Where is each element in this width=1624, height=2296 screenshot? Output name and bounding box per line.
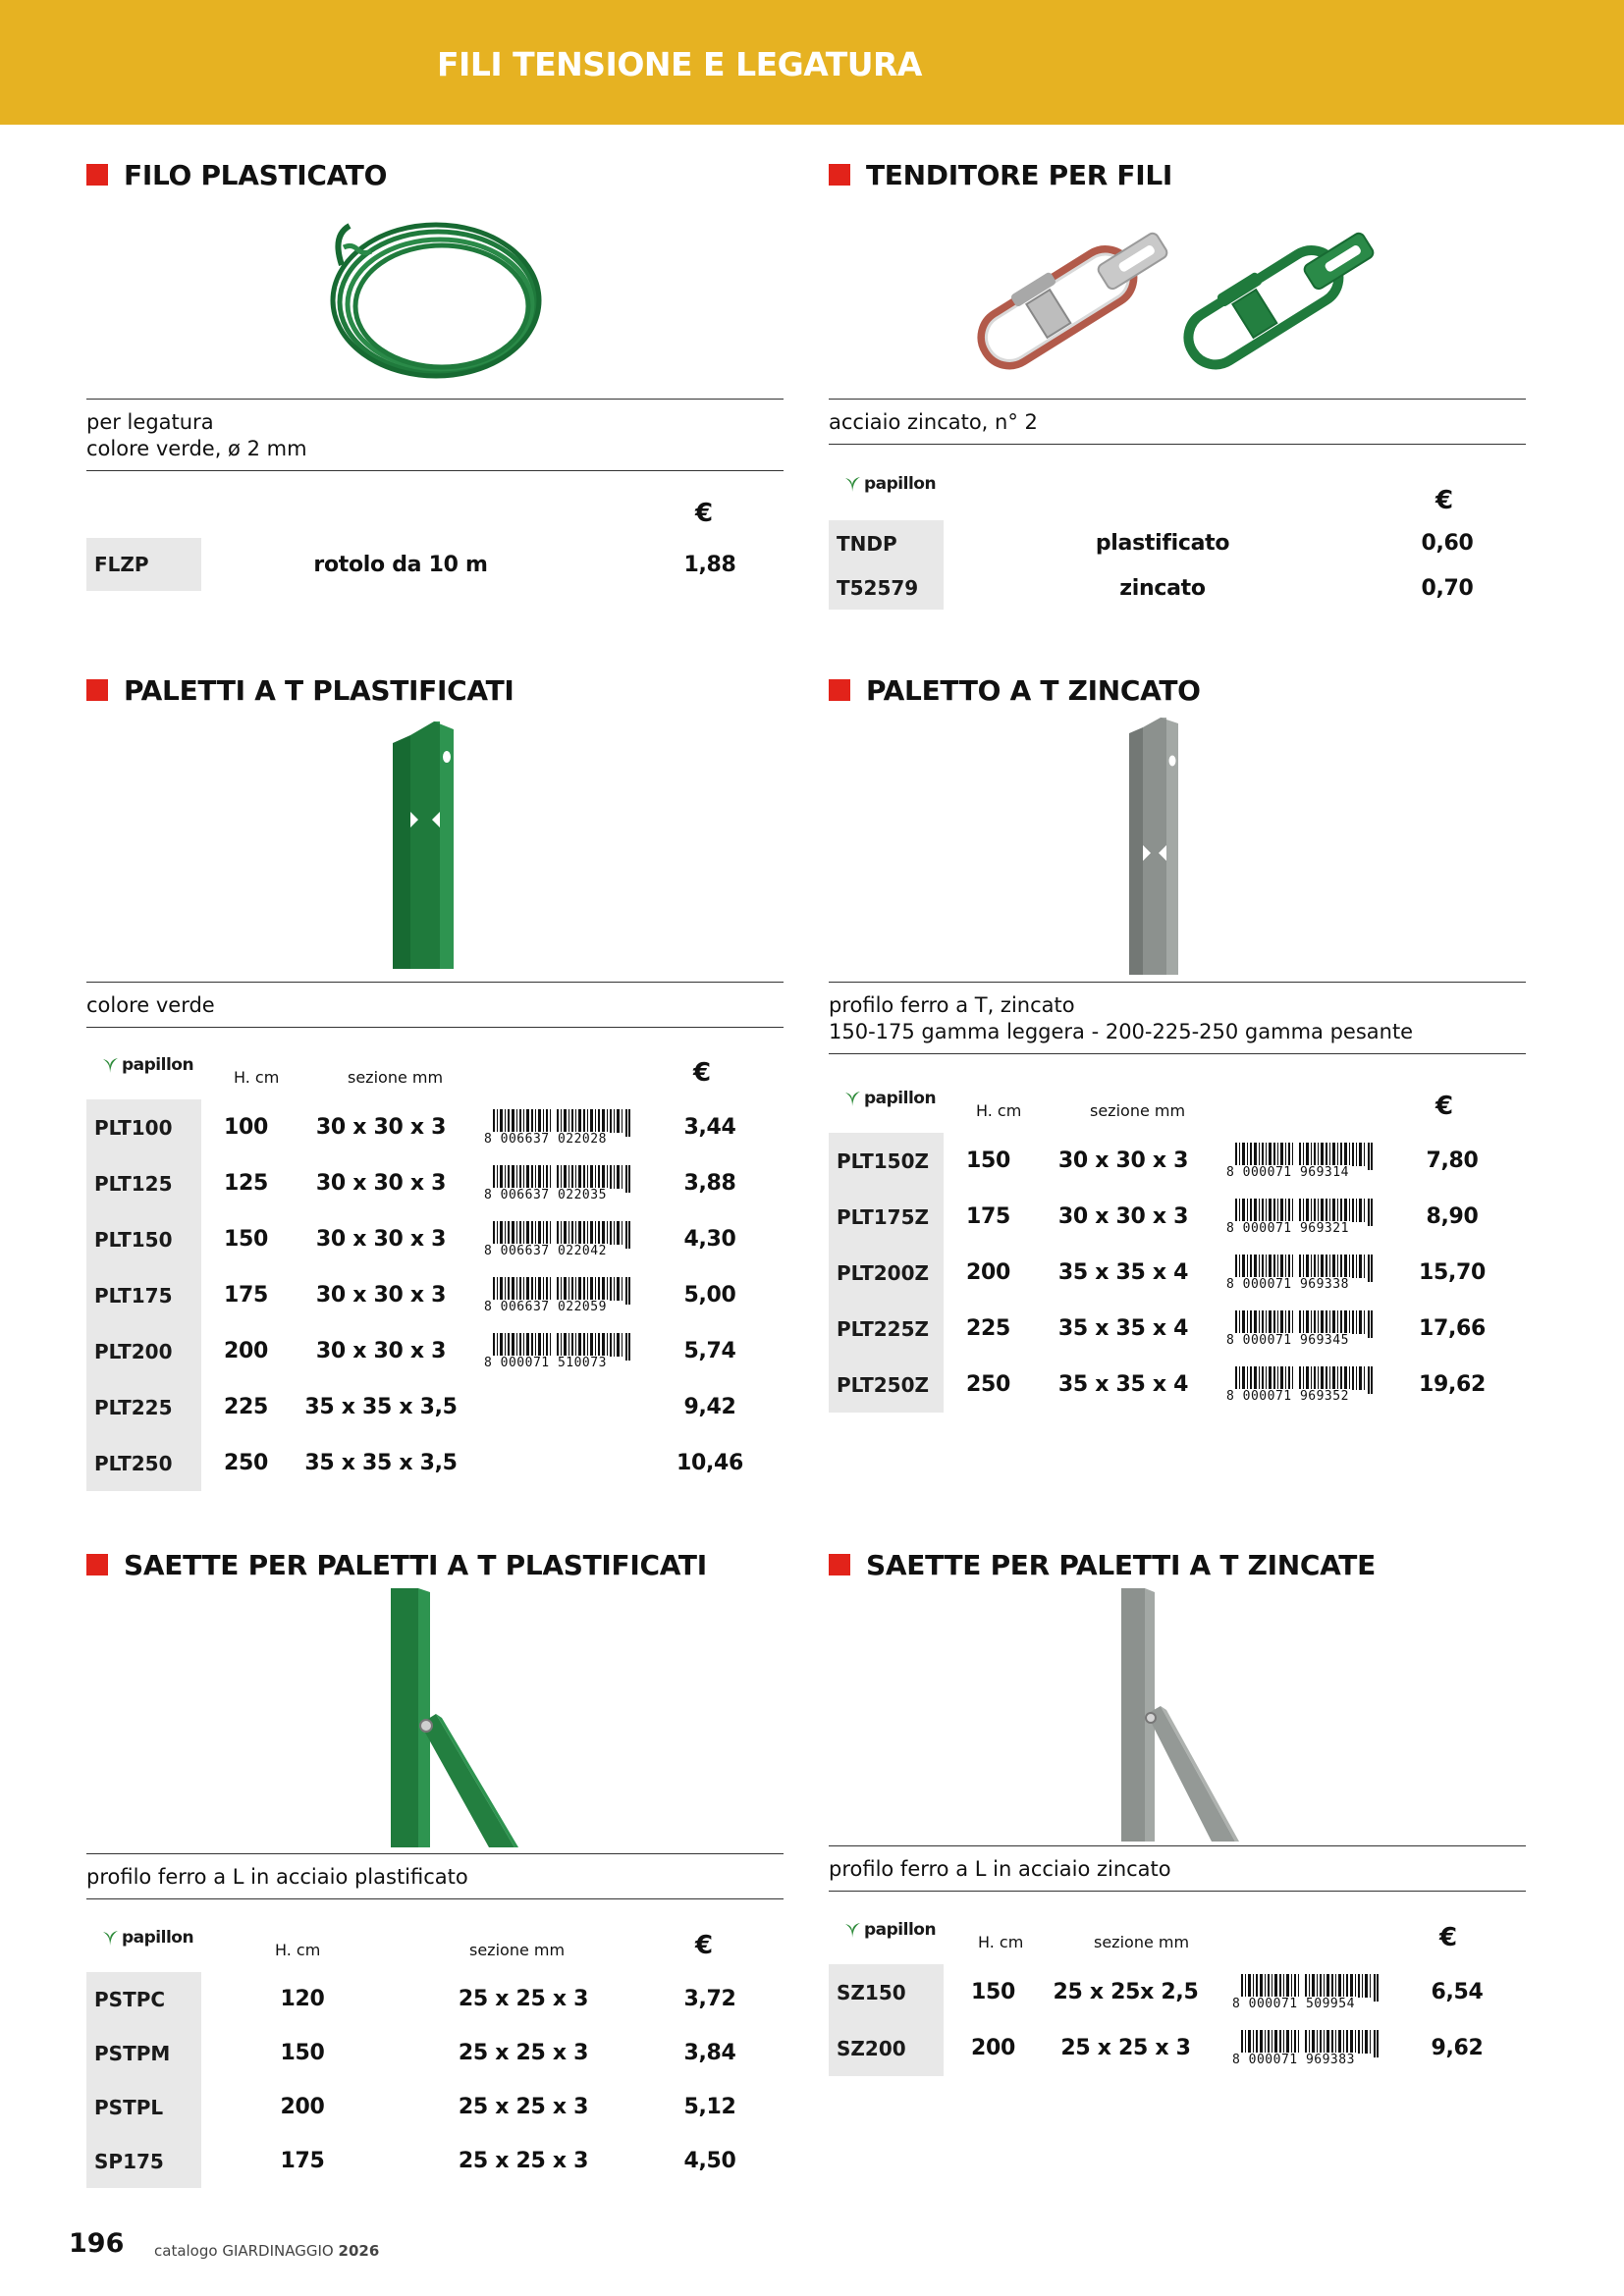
table-row [829, 1357, 1526, 1413]
product-price: 3,88 [683, 1171, 736, 1196]
product-price: 7,80 [1426, 1148, 1479, 1173]
product-section: 30 x 30 x 3 [315, 1227, 447, 1252]
product-code: PLT200 [86, 1323, 201, 1379]
red-square-icon [86, 164, 108, 186]
table-row [86, 1211, 784, 1267]
product-section: 35 x 35 x 3,5 [304, 1451, 458, 1475]
product-height: 150 [280, 2041, 325, 2065]
product-height: 120 [280, 1987, 325, 2011]
product-description: per legatura colore verde, ø 2 mm [86, 399, 784, 471]
product-height: 200 [223, 1339, 269, 1363]
product-description: colore verde [86, 982, 784, 1028]
table-row [829, 1189, 1526, 1245]
section-title: SAETTE PER PALETTI A T PLASTIFICATI [86, 1545, 707, 1584]
product-description: profilo ferro a L in acciaio plastificato [86, 1853, 784, 1899]
product-price: 17,66 [1418, 1316, 1487, 1341]
product-section: 25 x 25 x 3 [458, 2095, 589, 2119]
product-price: 6,54 [1431, 1980, 1484, 2004]
product-code: PLT200Z [829, 1245, 944, 1301]
table-row [829, 1301, 1526, 1357]
product-code: PLT125 [86, 1155, 201, 1211]
product-section: 30 x 30 x 3 [315, 1115, 447, 1140]
section-tenditore [829, 155, 1526, 616]
product-section: 35 x 35 x 4 [1057, 1316, 1189, 1341]
product-section: 35 x 35 x 4 [1057, 1260, 1189, 1285]
product-price: 8,90 [1426, 1204, 1479, 1229]
product-code: PLT150Z [829, 1133, 944, 1189]
product-height: 125 [223, 1171, 269, 1196]
product-height: 150 [223, 1227, 269, 1252]
product-description: profilo ferro a T, zincato 150-175 gamma leggera - 200-225-250 gamma pesante [829, 982, 1526, 1054]
height-header: H. cm [234, 1068, 280, 1087]
product-code: PLT250Z [829, 1357, 944, 1413]
table-row [829, 520, 1526, 566]
product-code: TNDP [829, 520, 944, 566]
product-code: PLT250 [86, 1435, 201, 1491]
barcode: 8 000071 969352 [1225, 1366, 1373, 1406]
product-code: SZ200 [829, 2020, 944, 2076]
table-row [86, 1155, 784, 1211]
product-price: 3,84 [683, 2041, 736, 2065]
euro-header: € [1435, 486, 1454, 515]
product-price: 15,70 [1418, 1260, 1487, 1285]
section-saette-plastificati [86, 1545, 784, 2193]
product-code: PLT150 [86, 1211, 201, 1267]
euro-header: € [695, 499, 714, 528]
table-row [829, 566, 1526, 610]
product-price: 9,62 [1431, 2036, 1484, 2060]
barcode: 8 000071 969338 [1225, 1255, 1373, 1294]
product-description: acciaio zincato, n° 2 [829, 399, 1526, 445]
brand-logo: papillon [100, 1055, 193, 1075]
table-row [829, 1133, 1526, 1189]
height-header: H. cm [976, 1101, 1022, 1120]
product-section: 35 x 35 x 3,5 [304, 1395, 458, 1419]
product-code: SP175 [86, 2134, 201, 2188]
product-section: 25 x 25 x 3 [1060, 2036, 1191, 2060]
section-paletto-zincato [829, 670, 1526, 1436]
red-square-icon [829, 1554, 850, 1575]
product-height: 150 [970, 1980, 1016, 2004]
product-code: PLT175 [86, 1267, 201, 1323]
product-height: 175 [280, 2149, 325, 2173]
barcode: 8 000071 969314 [1225, 1143, 1373, 1182]
barcode: 8 000071 969345 [1225, 1310, 1373, 1350]
product-desc: zincato [1119, 575, 1206, 601]
product-price: 4,50 [683, 2149, 736, 2173]
product-code: PLT225Z [829, 1301, 944, 1357]
product-price: 1,88 [683, 552, 736, 577]
section-title: PALETTI A T PLASTIFICATI [86, 670, 514, 710]
section-title: TENDITORE PER FILI [829, 155, 1172, 194]
leaf-icon [842, 474, 862, 494]
product-height: 200 [965, 1260, 1011, 1285]
table-row [86, 1099, 784, 1155]
product-price: 9,42 [683, 1395, 736, 1419]
product-height: 225 [965, 1316, 1011, 1341]
product-height: 175 [223, 1283, 269, 1308]
product-code: PLT100 [86, 1099, 201, 1155]
section-filo-plasticato [86, 155, 784, 607]
table-row [86, 1379, 784, 1435]
barcode: 8 006637 022059 [483, 1277, 630, 1316]
green-brace-image [391, 1588, 518, 1847]
red-square-icon [829, 164, 850, 186]
page-title: FILI TENSIONE E LEGATURA [437, 45, 922, 83]
product-code: PSTPL [86, 2080, 201, 2134]
product-code: PLT225 [86, 1379, 201, 1435]
red-square-icon [86, 1554, 108, 1575]
product-height: 200 [970, 2036, 1016, 2060]
table-row [86, 2080, 784, 2134]
euro-header: € [1435, 1092, 1454, 1121]
product-section: 25 x 25 x 3 [458, 2041, 589, 2065]
product-section: 35 x 35 x 4 [1057, 1372, 1189, 1397]
height-header: H. cm [978, 1933, 1024, 1951]
section-saette-zincate [829, 1545, 1526, 2095]
product-section: 25 x 25 x 3 [458, 1987, 589, 2011]
product-code: PLT175Z [829, 1189, 944, 1245]
section-title: FILO PLASTICATO [86, 155, 387, 194]
table-row [86, 1972, 784, 2026]
section-header: sezione mm [1094, 1933, 1190, 1951]
product-price: 10,46 [676, 1451, 744, 1475]
brand-logo: papillon [842, 474, 936, 494]
grey-brace-image [1121, 1588, 1239, 1842]
product-price: 0,70 [1421, 575, 1474, 601]
product-section: 30 x 30 x 3 [1057, 1148, 1189, 1173]
section-title: PALETTO A T ZINCATO [829, 670, 1201, 710]
green-t-post-image [393, 721, 463, 969]
section-title: SAETTE PER PALETTI A T ZINCATE [829, 1545, 1376, 1584]
product-code: PSTPM [86, 2026, 201, 2080]
brand-logo: papillon [842, 1920, 936, 1940]
leaf-icon [842, 1089, 862, 1108]
wire-coil-image [322, 206, 548, 393]
product-height: 250 [965, 1372, 1011, 1397]
table-row [829, 2020, 1526, 2076]
table-row [86, 2134, 784, 2188]
tensioner-image [966, 214, 1379, 391]
table-row [86, 538, 784, 591]
barcode: 8 000071 969383 [1231, 2030, 1379, 2069]
product-price: 5,12 [683, 2095, 736, 2119]
catalog-label: catalogo GIARDINAGGIO 2026 [154, 2242, 380, 2260]
product-desc: plastificato [1095, 531, 1230, 556]
product-height: 250 [223, 1451, 269, 1475]
euro-header: € [695, 1931, 714, 1960]
barcode: 8 006637 022028 [483, 1109, 630, 1148]
product-code: SZ150 [829, 1964, 944, 2020]
product-height: 100 [223, 1115, 269, 1140]
height-header: H. cm [275, 1941, 321, 1959]
product-height: 150 [965, 1148, 1011, 1173]
barcode: 8 006637 022035 [483, 1165, 630, 1204]
product-code: FLZP [86, 538, 201, 591]
header-banner [0, 0, 1624, 125]
product-section: 25 x 25 x 3 [458, 2149, 589, 2173]
product-price: 5,00 [683, 1283, 736, 1308]
product-height: 200 [280, 2095, 325, 2119]
table-row [86, 1267, 784, 1323]
leaf-icon [100, 1928, 120, 1948]
leaf-icon [100, 1055, 120, 1075]
product-price: 3,72 [683, 1987, 736, 2011]
red-square-icon [86, 679, 108, 701]
euro-header: € [1439, 1923, 1458, 1952]
brand-logo: papillon [842, 1089, 936, 1108]
leaf-icon [842, 1920, 862, 1940]
section-header: sezione mm [348, 1068, 444, 1087]
product-height: 225 [223, 1395, 269, 1419]
barcode: 8 000071 509954 [1231, 1974, 1379, 2013]
euro-header: € [693, 1058, 712, 1088]
barcode: 8 000071 969321 [1225, 1199, 1373, 1238]
table-row [829, 1964, 1526, 2020]
page-number: 196 [69, 2228, 125, 2259]
section-paletti-plastificati [86, 670, 784, 1495]
product-price: 19,62 [1418, 1372, 1487, 1397]
product-section: 30 x 30 x 3 [315, 1283, 447, 1308]
product-section: 30 x 30 x 3 [315, 1171, 447, 1196]
barcode: 8 000071 510073 [483, 1333, 630, 1372]
table-row [829, 1245, 1526, 1301]
product-code: PSTPC [86, 1972, 201, 2026]
section-header: sezione mm [469, 1941, 566, 1959]
product-section: 25 x 25x 2,5 [1053, 1980, 1199, 2004]
product-height: 175 [965, 1204, 1011, 1229]
table-row [86, 2026, 784, 2080]
table-row [86, 1323, 784, 1379]
section-header: sezione mm [1090, 1101, 1186, 1120]
brand-logo: papillon [100, 1928, 193, 1948]
product-price: 5,74 [683, 1339, 736, 1363]
product-code: T52579 [829, 566, 944, 610]
product-description: profilo ferro a L in acciaio zincato [829, 1845, 1526, 1892]
table-row [86, 1435, 784, 1491]
product-price: 3,44 [683, 1115, 736, 1140]
barcode: 8 006637 022042 [483, 1221, 630, 1260]
product-price: 0,60 [1421, 531, 1474, 556]
product-section: 30 x 30 x 3 [315, 1339, 447, 1363]
grey-t-post-image [1129, 718, 1184, 975]
product-desc: rotolo da 10 m [313, 552, 488, 577]
product-section: 30 x 30 x 3 [1057, 1204, 1189, 1229]
red-square-icon [829, 679, 850, 701]
product-price: 4,30 [683, 1227, 736, 1252]
